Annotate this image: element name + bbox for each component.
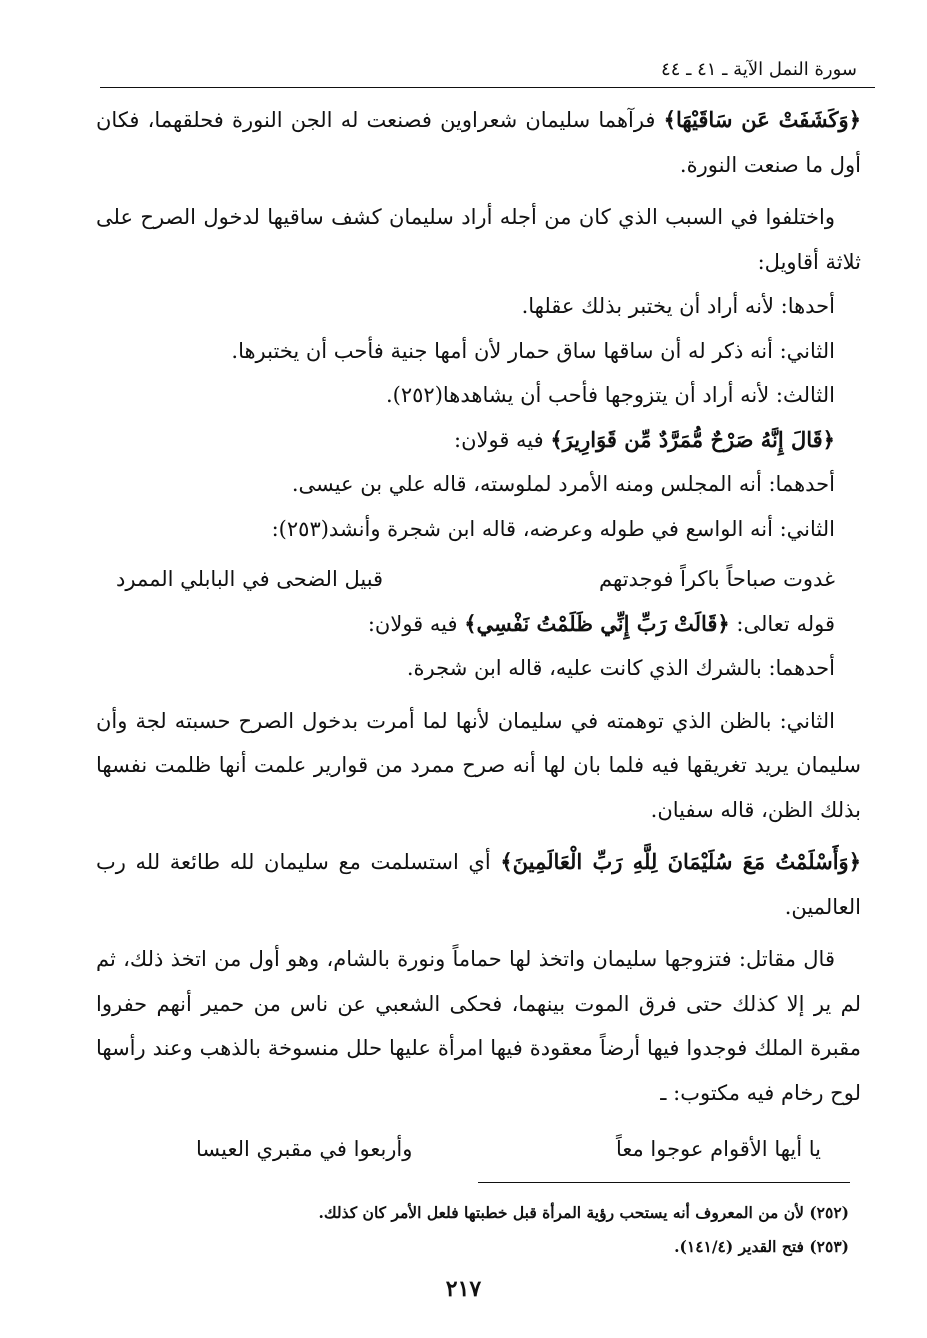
paragraph-text: أي استسلمت مع سليمان لله طائعة لله رب العالمين. [96, 850, 861, 919]
paragraph-9 [96, 602, 861, 647]
paragraph-2: واختلفوا في السبب الذي كان من أجله أراد سليمان كشف ساقيها لدخول الصرح على ثلاثة أقاويل: [96, 205, 861, 274]
paragraph-text: فيه قولان: [367, 611, 465, 636]
quran-quote: ﴿وَأَسْلَمْتُ مَعَ سُلَيْمَانَ لِلَّهِ رَبِّ الْعَالَمِينَ﴾ [500, 849, 861, 874]
paragraph-1 [96, 98, 861, 187]
paragraph-text: فيه قولان: [454, 427, 551, 452]
paragraph-10: أحدهما: بالشرك الذي كانت عليه، قاله ابن شجرة. [406, 656, 835, 680]
paragraph-3: أحدها: لأنه أراد أن يختبر بذلك عقلها. [521, 294, 835, 318]
quran-quote: ﴿وَكَشَفَتْ عَن سَاقَيْهَا﴾ [663, 107, 862, 132]
running-header [100, 56, 857, 84]
verse-second-half: وأربعوا في مقبري العيسا [196, 1137, 413, 1161]
paragraph-text: فرآهما سليمان شعراوين فصنعت له الجن النورة فحلقهما، فكان أول ما صنعت النورة. [96, 108, 861, 177]
paragraph-11: الثاني: بالظن الذي توهمته في سليمان لأنها لما أمرت بدخول الصرح حسبته لجة وأن سليمان يريد تغريقها فيه فلما بان لها أنه صرح ممرد من قوارير علمت أنها ظلمت نفسها بذلك الظن، قاله سفيان. [96, 708, 861, 822]
verse-first-half: يا أيها الأقوام عوجوا معاً [615, 1137, 821, 1161]
paragraph-5: الثالث: لأنه أراد أن يتزوجها فأحب أن يشاهدها(٢٥٢). [385, 383, 835, 407]
paragraph-13: قال مقاتل: فتزوجها سليمان واتخذ لها حماماً ونورة بالشام، وهو أول من اتخذ ذلك، ثم لم ير إلا كذلك حتى فرق الموت بينهما، فحكى الشعبي عن ناس من حمير أنهم حفروا مقبرة الملك فوجدوا فيها أرضاً معقودة فيها امرأة عليها حلل منسوخة بالذهب وعند رأسها لوح رخام فيه مكتوب: ـ [96, 947, 861, 1105]
paragraph-6 [96, 418, 861, 463]
poetry-verse-1 [96, 557, 861, 602]
paragraph-12 [96, 840, 861, 929]
footnote-252: (٢٥٢) لأن من المعروف أنه يستحب رؤية المرأة قبل خطبتها فلعل الأمر كان كذلك. [318, 1203, 849, 1222]
quran-quote: ﴿قَالَتْ رَبِّ إِنِّي ظَلَمْتُ نَفْسِي﴾ [464, 610, 730, 636]
verse-first-half: غدوت صباحاً باكراً فوجدتهم [599, 567, 835, 591]
verse-second-half: قبيل الضحى في البابلي الممرد [116, 567, 384, 591]
page-body [96, 98, 861, 1172]
poetry-verse-2 [96, 1127, 861, 1172]
paragraph-4: الثاني: أنه ذكر له أن ساقها ساق حمار لأن أمها جنية فأحب أن يختبرها. [231, 338, 835, 363]
footnote-rule [478, 1182, 850, 1183]
paragraph-text: قوله تعالى: [729, 611, 835, 636]
footnote-253: (٢٥٣) فتح القدير (١٤١/٤). [674, 1237, 849, 1256]
footnotes [100, 1196, 849, 1264]
paragraph-8: الثاني: أنه الواسع في طوله وعرضه، قاله ابن شجرة وأنشد(٢٥٣): [271, 516, 835, 541]
quran-quote: ﴿قَالَ إِنَّهُ صَرْحٌ مُّمَرَّدٌ مِّن قَوَارِيرَ﴾ [550, 426, 835, 452]
header-title: سورة النمل الآية ـ ٤١ ـ ٤٤ [661, 59, 857, 80]
header-rule [100, 87, 875, 88]
page-number: ٢١٧ [445, 1276, 482, 1302]
paragraph-7: أحدهما: أنه المجلس ومنه الأمرد لملوسته، قاله علي بن عيسى. [291, 472, 835, 496]
